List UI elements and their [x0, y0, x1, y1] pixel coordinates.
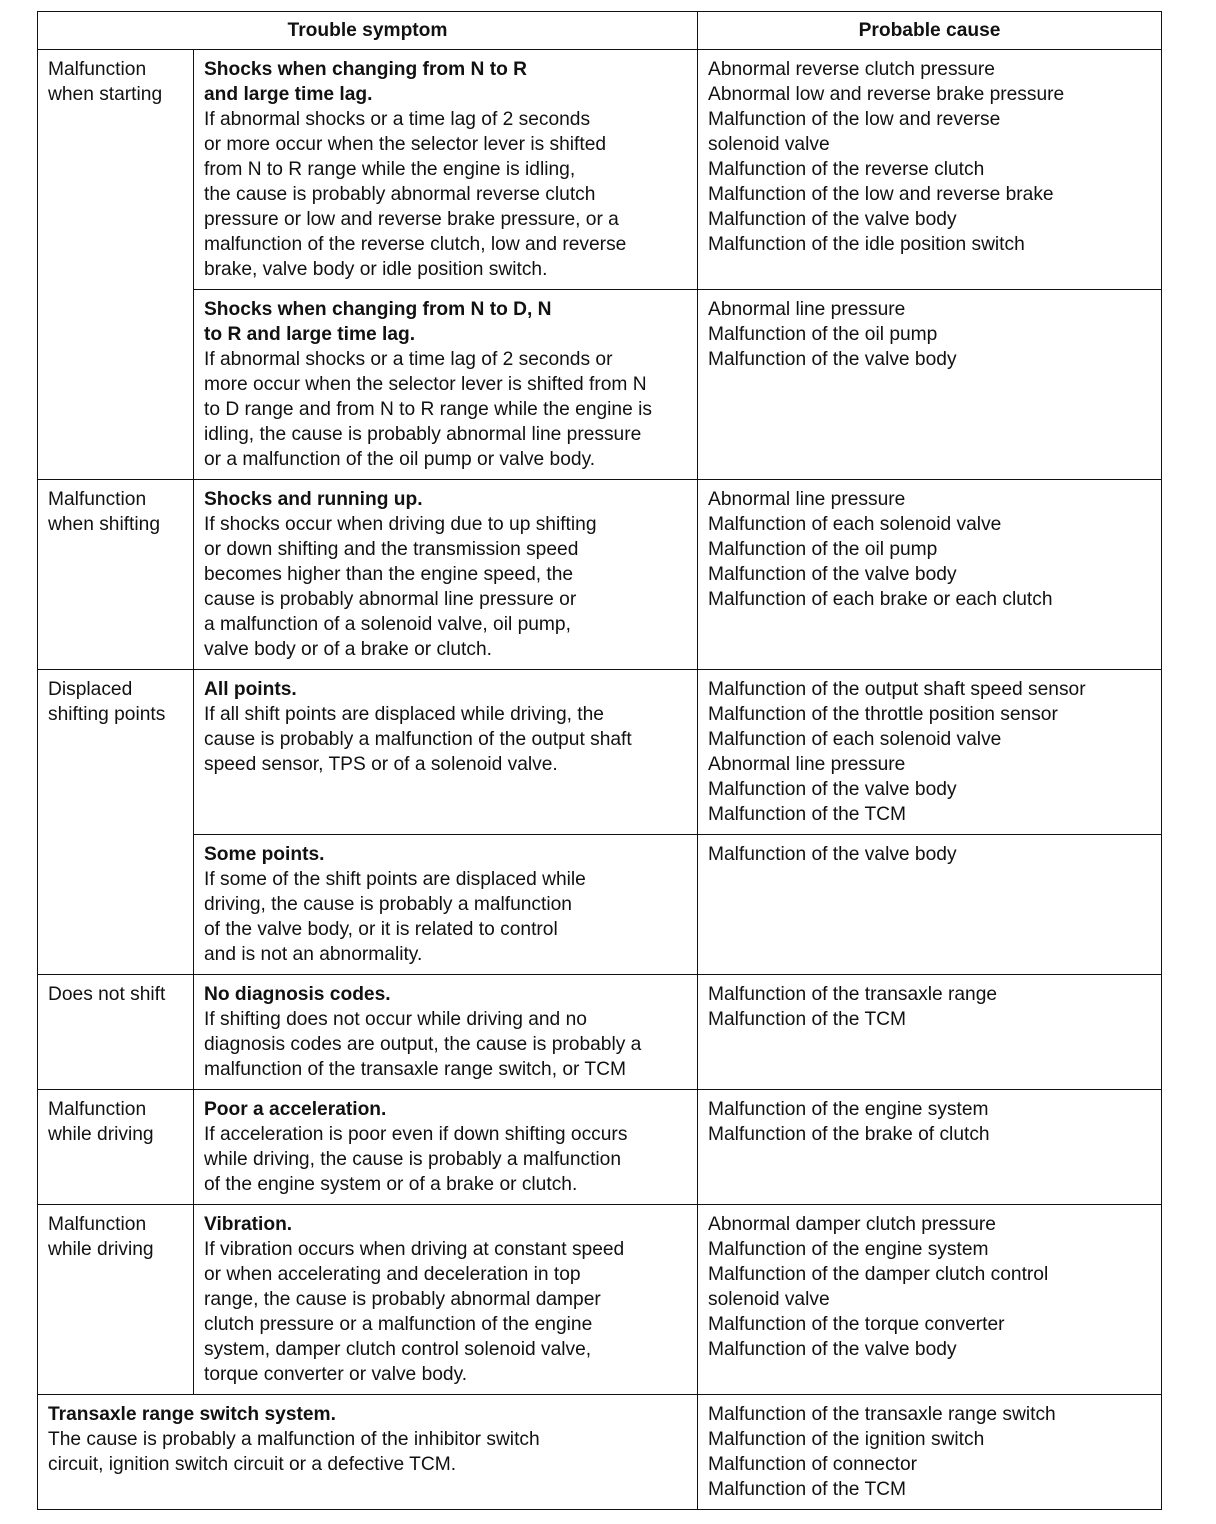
- cause-item: Abnormal line pressure: [708, 489, 906, 510]
- cause-item: Malfunction of the valve body: [708, 844, 957, 865]
- cause-cell: [698, 480, 1162, 670]
- cause-item: Malfunction of the damper clutch control solenoid valve: [708, 1264, 1049, 1310]
- symptom-cell: [194, 835, 698, 975]
- header-trouble-symptom: Trouble symptom: [38, 12, 698, 50]
- cause-item: Malfunction of the valve body: [708, 564, 957, 585]
- cause-item: Malfunction of the oil pump: [708, 324, 938, 345]
- symptom-cell: [194, 50, 698, 290]
- symptom-title: Vibration.: [204, 1214, 293, 1235]
- cause-item: Malfunction of the valve body: [708, 779, 957, 800]
- cause-item: Malfunction of the ignition switch: [708, 1429, 985, 1450]
- cause-cell: [698, 1395, 1162, 1510]
- symptom-description: If shifting does not occur while driving and no diagnosis codes are output, the cause is probably a malfunction of the transaxle range switch, or TCM: [204, 1009, 642, 1080]
- symptom-title: All points.: [204, 679, 297, 700]
- category-cell: [38, 480, 194, 670]
- cause-item: Malfunction of the TCM: [708, 1009, 907, 1030]
- category-label: Malfunction while driving: [48, 1214, 154, 1260]
- symptom-title: Shocks when changing from N to R and large time lag.: [204, 59, 528, 105]
- table-row: [38, 50, 1162, 290]
- symptom-description: If vibration occurs when driving at constant speed or when accelerating and deceleration in top range, the cause is probably abnormal damper clutch pressure or a malfunction of the engine system, damper clutch control solenoid valve, torque converter or valve body.: [204, 1239, 625, 1385]
- table-row: [38, 975, 1162, 1090]
- symptom-title: Poor a acceleration.: [204, 1099, 387, 1120]
- cause-item: Abnormal damper clutch pressure: [708, 1214, 996, 1235]
- symptom-title: No diagnosis codes.: [204, 984, 391, 1005]
- cause-item: Malfunction of each solenoid valve: [708, 729, 1002, 750]
- cause-item: Abnormal low and reverse brake pressure: [708, 84, 1065, 105]
- symptom-description: The cause is probably a malfunction of the inhibitor switch circuit, ignition switch circuit or a defective TCM.: [48, 1429, 540, 1475]
- cause-item: Malfunction of the reverse clutch: [708, 159, 985, 180]
- symptom-title: Some points.: [204, 844, 325, 865]
- table-row: [38, 1205, 1162, 1395]
- category-label: Displaced shifting points: [48, 679, 166, 725]
- symptom-title: Shocks when changing from N to D, N to R and large time lag.: [204, 299, 552, 345]
- table-row: [38, 835, 1162, 975]
- symptom-description: If acceleration is poor even if down shifting occurs while driving, the cause is probably a malfunction of the engine system or of a brake or clutch.: [204, 1124, 628, 1195]
- cause-cell: [698, 290, 1162, 480]
- cause-item: Malfunction of the TCM: [708, 1479, 907, 1500]
- cause-item: Abnormal line pressure: [708, 299, 906, 320]
- cause-item: Malfunction of the engine system: [708, 1239, 989, 1260]
- category-label: Does not shift: [48, 984, 166, 1005]
- trouble-table: [37, 11, 1162, 1510]
- category-cell: [38, 670, 194, 975]
- category-cell: [38, 1090, 194, 1205]
- cause-item: Malfunction of the low and reverse brake: [708, 184, 1054, 205]
- category-label: Malfunction when shifting: [48, 489, 160, 535]
- cause-item: Malfunction of the valve body: [708, 1339, 957, 1360]
- symptom-cell: [38, 1395, 698, 1510]
- symptom-title: Transaxle range switch system.: [48, 1404, 336, 1425]
- cause-item: Malfunction of the brake of clutch: [708, 1124, 990, 1145]
- table-row: [38, 670, 1162, 835]
- category-label: Malfunction when starting: [48, 59, 163, 105]
- cause-item: Malfunction of each solenoid valve: [708, 514, 1002, 535]
- cause-cell: [698, 670, 1162, 835]
- cause-item: Malfunction of the valve body: [708, 349, 957, 370]
- cause-item: Abnormal reverse clutch pressure: [708, 59, 995, 80]
- header-probable-cause: Probable cause: [698, 12, 1162, 50]
- cause-item: Malfunction of the transaxle range switch: [708, 1404, 1056, 1425]
- cause-item: Malfunction of the torque converter: [708, 1314, 1005, 1335]
- symptom-cell: [194, 1205, 698, 1395]
- category-cell: [38, 50, 194, 480]
- symptom-description: If abnormal shocks or a time lag of 2 seconds or more occur when the selector lever is shifted from N to R range while the engine is idling, the cause is probably abnormal reverse clutch pressure or low and reverse brake pressure, or a malfunction of the reverse clutch, low and reverse brake, valve body or idle position switch.: [204, 109, 627, 280]
- cause-item: Malfunction of the low and reverse solenoid valve: [708, 109, 1001, 155]
- symptom-cell: [194, 670, 698, 835]
- cause-item: Malfunction of the TCM: [708, 804, 907, 825]
- cause-cell: [698, 1205, 1162, 1395]
- symptom-description: If some of the shift points are displaced while driving, the cause is probably a malfunction of the valve body, or it is related to control and is not an abnormality.: [204, 869, 586, 965]
- cause-cell: [698, 50, 1162, 290]
- cause-item: Malfunction of connector: [708, 1454, 918, 1475]
- symptom-cell: [194, 975, 698, 1090]
- symptom-description: If shocks occur when driving due to up shifting or down shifting and the transmission speed becomes higher than the engine speed, the cause is probably abnormal line pressure or a malfunction of a solenoid valve, oil pump, valve body or of a brake or clutch.: [204, 514, 597, 660]
- cause-cell: [698, 1090, 1162, 1205]
- category-cell: [38, 975, 194, 1090]
- table-row: [38, 1395, 1162, 1510]
- table-row: [38, 480, 1162, 670]
- table-row: [38, 290, 1162, 480]
- symptom-title: Shocks and running up.: [204, 489, 423, 510]
- symptom-cell: [194, 1090, 698, 1205]
- cause-item: Malfunction of the output shaft speed sensor: [708, 679, 1086, 700]
- cause-item: Abnormal line pressure: [708, 754, 906, 775]
- table-row: [38, 1090, 1162, 1205]
- symptom-description: If abnormal shocks or a time lag of 2 seconds or more occur when the selector lever is shifted from N to D range and from N to R range while the engine is idling, the cause is probably abnormal line pressure or a malfunction of the oil pump or valve body.: [204, 349, 652, 470]
- cause-cell: [698, 835, 1162, 975]
- cause-item: Malfunction of the engine system: [708, 1099, 989, 1120]
- cause-item: Malfunction of the oil pump: [708, 539, 938, 560]
- category-label: Malfunction while driving: [48, 1099, 154, 1145]
- cause-cell: [698, 975, 1162, 1090]
- cause-item: Malfunction of the idle position switch: [708, 234, 1025, 255]
- category-cell: [38, 1205, 194, 1395]
- symptom-description: If all shift points are displaced while driving, the cause is probably a malfunction of the output shaft speed sensor, TPS or of a solenoid valve.: [204, 704, 632, 775]
- cause-item: Malfunction of each brake or each clutch: [708, 589, 1053, 610]
- cause-item: Malfunction of the transaxle range: [708, 984, 998, 1005]
- cause-item: Malfunction of the valve body: [708, 209, 957, 230]
- symptom-cell: [194, 480, 698, 670]
- cause-item: Malfunction of the throttle position sensor: [708, 704, 1058, 725]
- symptom-cell: [194, 290, 698, 480]
- header-row: [38, 12, 1162, 50]
